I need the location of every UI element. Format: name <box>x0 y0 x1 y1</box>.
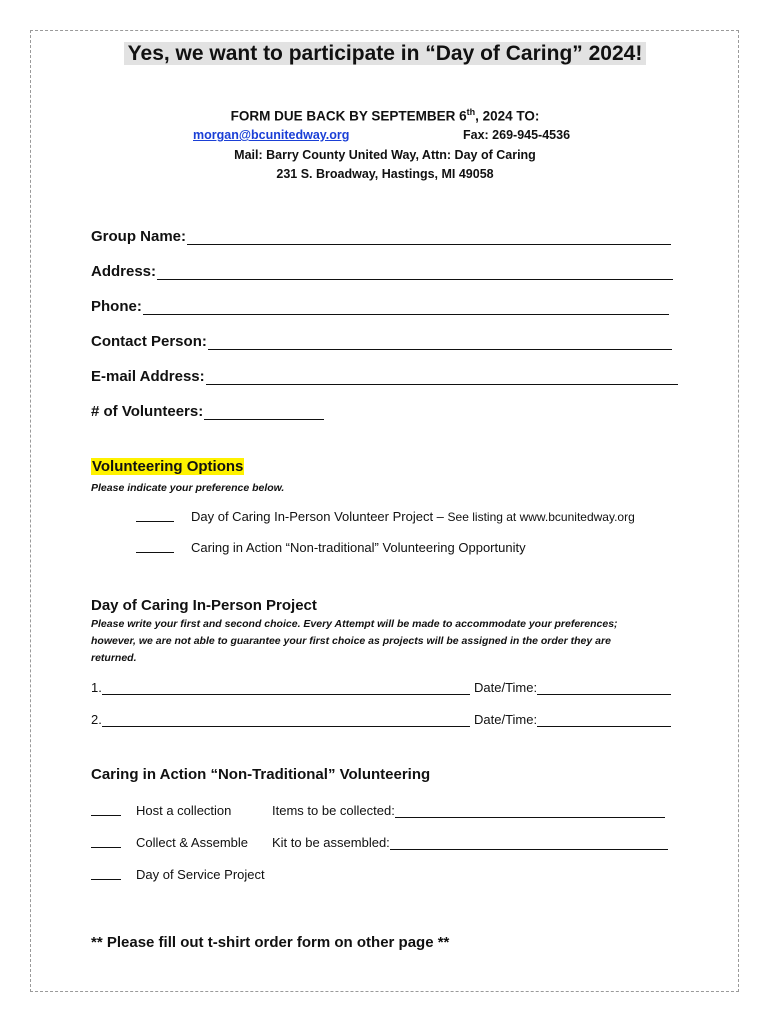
contact-person-field[interactable]: Contact Person: <box>91 333 672 350</box>
street-address-line: 231 S. Broadway, Hastings, MI 49058 <box>276 167 494 181</box>
in-person-project-heading: Day of Caring In-Person Project <box>91 597 317 614</box>
phone-field[interactable]: Phone: <box>91 298 669 315</box>
volunteers-count-field[interactable]: # of Volunteers: <box>91 403 324 420</box>
mailing-address-line: Mail: Barry County United Way, Attn: Day of Caring <box>234 148 536 162</box>
fax-number: Fax: 269-945-4536 <box>463 128 571 142</box>
option-in-person-checkbox[interactable] <box>136 509 174 525</box>
option-caring-in-action-checkbox[interactable] <box>136 540 174 556</box>
due-date-line: FORM DUE BACK BY SEPTEMBER 6th, 2024 TO: <box>230 107 540 124</box>
in-person-project-note: Please write your first and second choice. Every Attempt will be made to accommodate your preferences; however, we are not able to guarantee your first choice as projects will be assigned in the order they are returned. <box>91 618 618 664</box>
host-collection-label: Host a collection <box>136 803 232 818</box>
page-title: Yes, we want to participate in “Day of Caring” 2024! <box>0 42 770 66</box>
first-choice-field[interactable]: 1. <box>91 680 470 695</box>
email-address-field[interactable]: E-mail Address: <box>91 368 678 385</box>
group-name-field[interactable]: Group Name: <box>91 228 671 245</box>
day-of-service-checkbox[interactable] <box>91 867 121 883</box>
kit-assembled-field[interactable]: Kit to be assembled: <box>272 835 668 850</box>
volunteering-options-heading: Volunteering Options <box>92 458 244 475</box>
option-caring-in-action-label: Caring in Action “Non-traditional” Volunteering Opportunity <box>191 540 526 555</box>
option-in-person-label: Day of Caring In-Person Volunteer Project – See listing at www.bcunitedway.org <box>191 509 635 524</box>
items-collected-field[interactable]: Items to be collected: <box>272 803 665 818</box>
collect-assemble-label: Collect & Assemble <box>136 835 248 850</box>
host-collection-checkbox[interactable] <box>91 803 121 819</box>
second-choice-datetime-field[interactable]: Date/Time: <box>474 712 671 727</box>
first-choice-datetime-field[interactable]: Date/Time: <box>474 680 671 695</box>
second-choice-field[interactable]: 2. <box>91 712 470 727</box>
volunteering-options-note: Please indicate your preference below. <box>91 482 285 494</box>
collect-assemble-checkbox[interactable] <box>91 835 121 851</box>
address-field[interactable]: Address: <box>91 263 673 280</box>
tshirt-reminder: ** Please fill out t-shirt order form on other page ** <box>91 934 450 951</box>
day-of-service-label: Day of Service Project <box>136 867 265 882</box>
caring-in-action-heading: Caring in Action “Non-Traditional” Volunteering <box>91 766 431 783</box>
email-link[interactable]: morgan@bcunitedway.org <box>193 128 350 142</box>
